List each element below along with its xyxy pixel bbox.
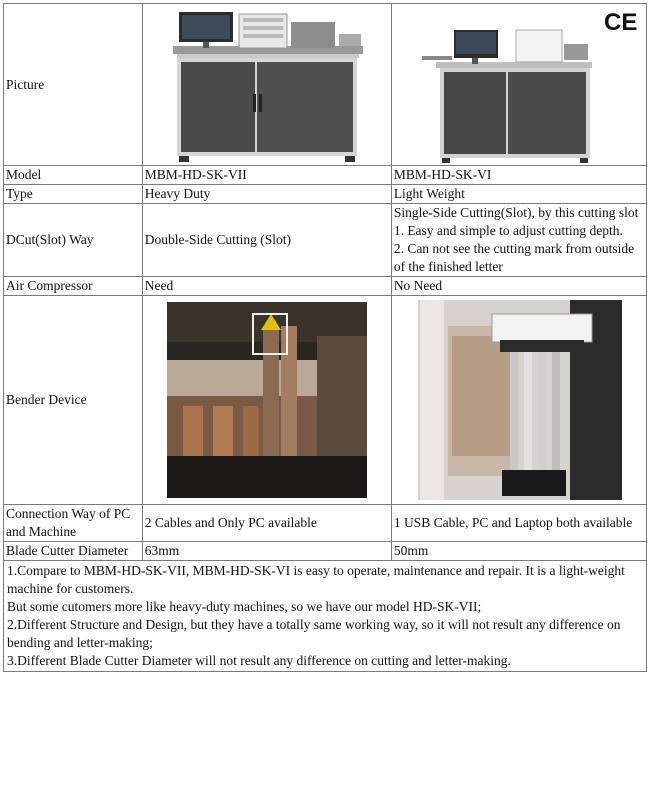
- connection-vi: 1 USB Cable, PC and Laptop both available: [391, 505, 646, 542]
- note-paragraph: 1.Compare to MBM-HD-SK-VII, MBM-HD-SK-VI is easy to operate, maintenance and repair. It is a light-weight machine for customers.: [7, 563, 625, 596]
- connection-row: [4, 505, 647, 542]
- cut-way-vi-line: Single-Side Cutting(Slot), by this cutting slot: [393, 205, 639, 220]
- notes-row: [4, 561, 647, 672]
- row-label-air-compressor: Air Compressor: [4, 277, 143, 296]
- model-row: [4, 166, 647, 185]
- row-label-model: Model: [4, 166, 143, 185]
- notes-cell: [4, 561, 647, 672]
- row-label-connection: Connection Way of PC and Machine: [4, 505, 143, 542]
- row-label-blade-diameter: Blade Cutter Diameter: [4, 542, 143, 561]
- cut-way-vi-line: 2. Can not see the cutting mark from outside of the finished letter: [393, 241, 635, 274]
- air-compressor-row: [4, 277, 647, 296]
- type-vii: Heavy Duty: [142, 185, 391, 204]
- cut-way-vi-line: 1. Easy and simple to adjust cutting depth.: [393, 223, 623, 238]
- row-label-bender-device: Bender Device: [4, 296, 143, 505]
- row-label-cut-way: DCut(Slot) Way: [4, 204, 143, 277]
- ce-mark-text: CE: [604, 9, 638, 34]
- picture-row: [4, 4, 647, 166]
- bender-photo-vii: [142, 296, 391, 505]
- row-label-picture: Picture: [4, 4, 143, 166]
- note-paragraph: But some cutomers more like heavy-duty machines, so we have our model HD-SK-VII;: [7, 599, 482, 614]
- row-label-type: Type: [4, 185, 143, 204]
- model-vii: MBM-HD-SK-VII: [142, 166, 391, 185]
- air-compressor-vii: Need: [142, 277, 391, 296]
- blade-diameter-row: [4, 542, 647, 561]
- model-vi: MBM-HD-SK-VI: [391, 166, 646, 185]
- comparison-table: [3, 3, 647, 672]
- note-paragraph: 3.Different Blade Cutter Diameter will not result any difference on cutting and letter-making.: [7, 653, 511, 668]
- cut-way-vi: [391, 204, 646, 277]
- machine-photo-vi: [391, 4, 646, 166]
- cut-way-vii: Double-Side Cutting (Slot): [142, 204, 391, 277]
- ce-mark: [604, 8, 638, 34]
- type-row: [4, 185, 647, 204]
- note-paragraph: 2.Different Structure and Design, but they have a totally same working way, so it will not result any difference on bending and letter-making;: [7, 617, 621, 650]
- air-compressor-vi: No Need: [391, 277, 646, 296]
- machine-photo-vii: [142, 4, 391, 166]
- bender-device-row: [4, 296, 647, 505]
- blade-diameter-vii: 63mm: [142, 542, 391, 561]
- type-vi: Light Weight: [391, 185, 646, 204]
- blade-diameter-vi: 50mm: [391, 542, 646, 561]
- cut-way-row: [4, 204, 647, 277]
- connection-vii: 2 Cables and Only PC available: [142, 505, 391, 542]
- bender-photo-vi: [391, 296, 646, 505]
